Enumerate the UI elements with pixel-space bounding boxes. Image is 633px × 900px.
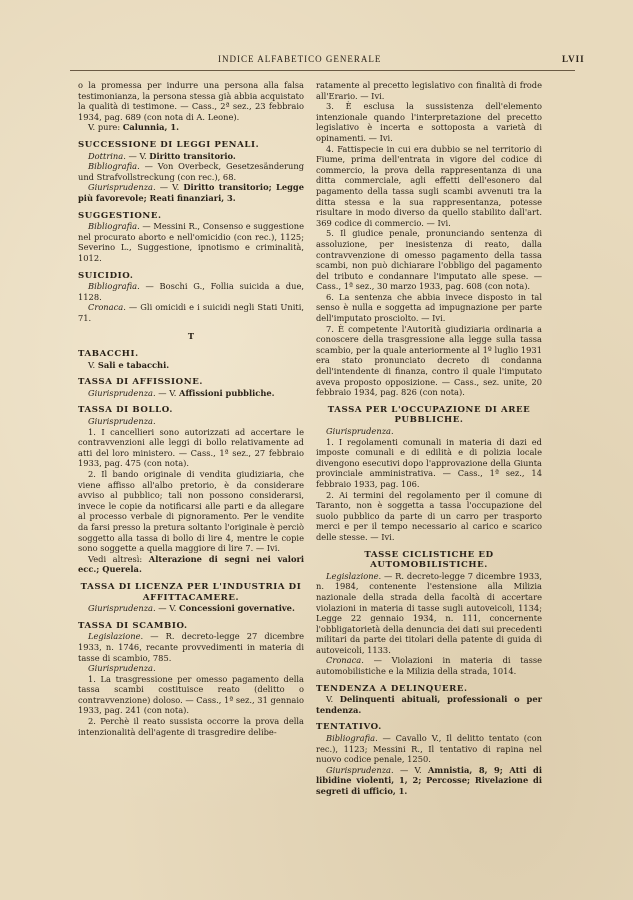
header-title: INDICE ALFABETICO GENERALE: [218, 54, 382, 64]
licenza-giurisprudenza: Giurisprudenza. — V. Concessioni governative.: [88, 603, 295, 614]
occupazione-item-1: 1. I regolamenti comunali in materia di dazi ed imposte comunali e di edilità e di polizia locale divengono esecutivi dopo l'approvazione della Giunta provinciale amministrativa. — Cass., 1ª sez., 14 febbraio 1933, pag. 106.: [316, 436, 542, 489]
entry-heading-tendenza: TENDENZA A DELINQUERE.: [316, 683, 468, 694]
scambio-item-1: 1. La trasgressione per omesso pagamento della tassa scambi costituisce reato (delitto o contravvenzione) doloso. — Cass., 1ª sez., 31 gennaio 1933, pag. 241 (con nota).: [78, 673, 305, 716]
tabacchi-ref: V. Sali e tabacchi.: [88, 359, 170, 370]
scambio-item-2-cont: ratamente al precetto legislativo con finalità di frode all'Erario. — Ivi.: [316, 80, 542, 101]
occupazione-item-2: 2. Ai termini del regolamento per il comune di Taranto, non è soggetta a tassa l'occupazione del suolo pubblico da parte di un carro per trasporto merci e per il tempo necessario al carico e scarico delle stesse. — Ivi.: [316, 489, 542, 542]
entry-heading-affissione: TASSA DI AFFISSIONE.: [78, 377, 203, 388]
scambio-item-5: 5. Il giudice penale, pronunciando sentenza di assoluzione, per inesistenza di reato, dalla contravvenzione di omesso pagamento della tassa scambi, non può dichiarare l'obbligo del pagamento del tributo e condannare l'imputato alle spese. — Cass., 1ª sez., 30 marzo 1933, pag. 608 (con nota).: [316, 228, 542, 292]
entry-heading-suggestione: SUGGESTIONE.: [78, 210, 162, 221]
bollo-giur-label: Giurisprudenza.: [88, 416, 156, 427]
entry-heading-occupazione: TASSA PER L'OCCUPAZIONE DI AREE PUBBLICHE.: [327, 404, 531, 426]
ciclistiche-cronaca: Cronaca. — Violazioni in materia di tasse automobilistiche e la Milizia della strada, 1014.: [316, 655, 543, 677]
running-header: [0, 54, 633, 68]
successione-giurisprudenza: Giurisprudenza. — V. Diritto transitorio; Legge più favorevole; Reati finanziari, 3.: [78, 182, 304, 203]
bollo-item-2: 2. Il bando originale di vendita giudiziaria, che viene affisso all'albo pretorio, è da considerare avviso al pubblico; tali non possono considerarsi, invece le copie da notificarsi alle parti e da allegare al processo verbale di pignoramento. Per le vendite da farsi presso la pretura soltanto l'originale è perciò soggetto alla tassa di bollo di lire 4, mentre le copie sono soggette a quella maggiore di lire 7. — Ivi.: [78, 469, 304, 554]
scambio-item-4: 4. Fattispecie in cui era dubbio se nel territorio di Fiume, prima dell'entrata in vigore del codice di commercio, la prova della rappresentanza di una ditta commerciale, agli effetti dell'esonero dal pagamento della tassa sugli scambi avvenuti tra la ditta stessa e la sua rappresentanza, potesse risultare in modo diverso da quello stabilito dall'art. 369 codice di commercio. — Ivi.: [316, 143, 542, 228]
scambio-legislazione: Legislazione. — R. decreto-legge 27 dicembre 1933, n. 1746, recante provvedimenti in materia di tasse di scambio, 785.: [78, 631, 304, 663]
entry-heading-tabacchi: TABACCHI.: [78, 349, 139, 360]
entry-heading-scambio: TASSA DI SCAMBIO.: [78, 620, 188, 631]
scambio-item-7: 7. È competente l'Autorità giudiziaria ordinaria a conoscere della trasgressione alla legge sulla tassa scambio, per la quale anteriormente al 1º luglio 1931 era stato pronunciato decreto di condanna dell'intendente di finanza, contro il quale l'imputato aveva proposto opposizione. — Cass., sez. unite, 20 febbraio 1934, pag. 826 (con nota).: [316, 323, 542, 398]
scambio-giur-label: Giurisprudenza.: [88, 663, 156, 674]
tentativo-giurisprudenza: Giurisprudenza. — V. Amnistia, 8, 9; Atti di libidine violenti, 1, 2; Percosse; Rivelazione di segreti di ufficio, 1.: [316, 764, 542, 796]
successione-bibliografia: Bibliografia. — Von Overbeck, Gesetzesänderung und Strafvollstreckung (con rec.), 68.: [78, 161, 305, 182]
bollo-item-1: 1. I cancellieri sono autorizzati ad accertare le contravvenzioni alle leggi di bollo relativamente ad atti del loro ministero. — Cass., 1ª sez., 27 febbraio 1933, pag. 475 (con nota).: [78, 426, 304, 469]
section-letter: T: [187, 331, 195, 342]
affissione-giurisprudenza: Giurisprudenza. — V. Affissioni pubbliche.: [88, 387, 275, 398]
entry-heading-ciclistiche: TASSE CICLISTICHE ED AUTOMOBILISTICHE.: [364, 549, 494, 571]
ciclistiche-legislazione: Legislazione. — R. decreto-legge 7 dicembre 1933, n. 1984, contenente l'estensione alla Milizia nazionale della strada della facoltà di accertare violazioni in materia di tasse sugli autoveicoli, 1134; Legge 22 gennaio 1934, n. 111, concernente l'obbligatorietà della denuncia dei dati sui precedenti militari da parte dei titolari della patente di guida di autoveicoli, 1133.: [316, 570, 543, 655]
suicidio-bibliografia: Bibliografia. — Boschi G., Follia suicida a due, 1128.: [78, 281, 304, 302]
left-column: [78, 80, 304, 737]
bollo-see-also: Vedi altresì: Alterazione di segni nei valori ecc.; Querela.: [78, 553, 304, 575]
header-rule: [70, 70, 575, 71]
intro-text: o la promessa per indurre una persona alla falsa testimonianza, la persona stessa già abbia acquistato la qualità di testimone. — Cass., 2ª sez., 23 febbraio 1934, pag. 689 (con nota di A. Leone).: [78, 80, 304, 122]
suggestione-bibliografia: Bibliografia. — Messini R., Consenso e suggestione nel procurato aborto e nell'omicidio (con rec.), 1125; Severino L., Suggestione, ipnotismo e criminalità, 1012.: [78, 221, 304, 263]
intro-see-also: V. pure: Calunnia, 1.: [88, 122, 179, 133]
occupazione-giur-label: Giurisprudenza.: [326, 426, 394, 436]
scambio-item-2: 2. Perchè il reato sussista occorre la prova della intenzionalità dell'agente di trasgredire delibe-: [78, 716, 304, 737]
entry-heading-bollo: TASSA DI BOLLO.: [78, 405, 173, 416]
suicidio-cronaca: Cronaca. — Gli omicidi e i suicidi negli Stati Uniti, 71.: [78, 302, 305, 323]
entry-heading-suicidio: SUICIDIO.: [78, 270, 134, 281]
successione-dottrina: Dottrina. — V. Diritto transitorio.: [88, 150, 236, 161]
entry-heading-successione: SUCCESSIONE DI LEGGI PENALI.: [78, 139, 260, 150]
entry-heading-licenza: TASSA DI LICENZA PER L'INDUSTRIA DI AFFITTACAMERE.: [80, 581, 302, 603]
page-number: LVII: [562, 54, 585, 64]
entry-heading-tentativo: TENTATIVO.: [316, 722, 382, 733]
tentativo-bibliografia: Bibliografia. — Cavallo V., Il delitto tentato (con rec.), 1123; Messini R., Il tentativo di rapina nel nuovo codice penale, 1250.: [316, 733, 543, 765]
scambio-item-6: 6. La sentenza che abbia invece disposto in tal senso è nulla e soggetta ad impugnazione per parte dell'imputato prosciolto. — Ivi.: [316, 291, 542, 324]
scambio-item-3: 3. È esclusa la sussistenza dell'elemento intenzionale quando l'interpretazione del precetto legislativo è incerta e sottoposta a varietà di opinamenti. — Ivi.: [316, 101, 542, 143]
right-column: [316, 80, 542, 797]
tendenza-ref: V. Delinquenti abituali, professionali o per tendenza.: [316, 694, 542, 715]
